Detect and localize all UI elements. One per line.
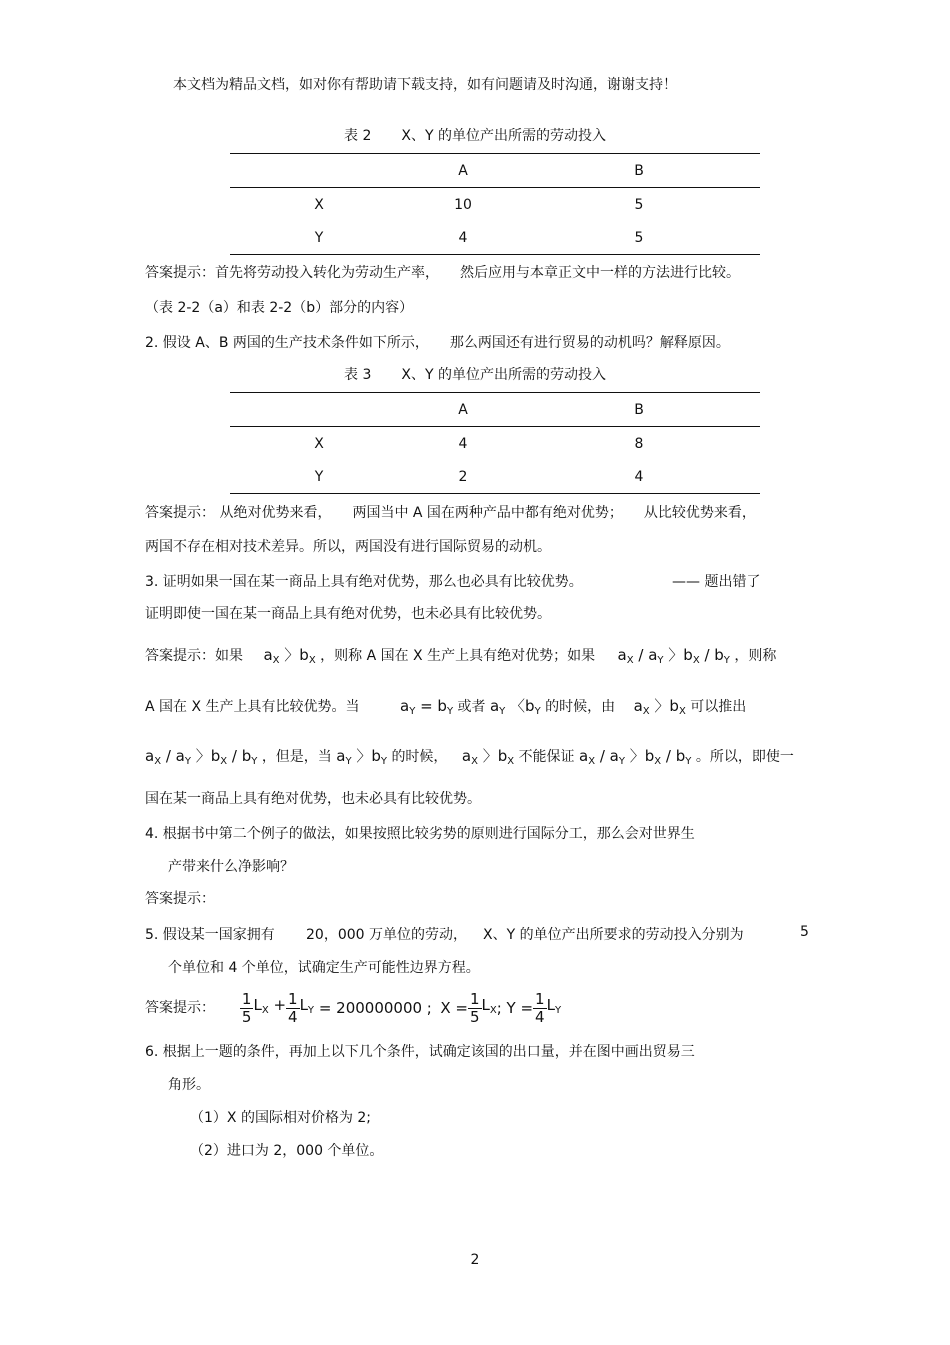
- answer3-cannot: 不能保证: [518, 749, 575, 765]
- answer3-mid2: ，则称: [734, 648, 777, 664]
- fraction-denominator: 5: [469, 1007, 480, 1026]
- formula-ratio-compare-2: $a_X / a_Y$ 〉$b_X / b_Y$: [145, 747, 258, 767]
- formula-ax-gt-bx-3: $a_X$ 〉$b_X$: [461, 747, 515, 767]
- table3-header-b: B: [518, 393, 760, 427]
- table2-header-b: B: [518, 154, 760, 188]
- symbol-ly: $L_Y$: [299, 996, 315, 1016]
- answer1-line1: 答案提示：首先将劳动投入转化为劳动生产率， 然后应用与本章正文中一样的方法进行比较。: [145, 265, 740, 281]
- formula-ay-lt-by: $a_Y$ 〈$b_Y$: [489, 697, 541, 717]
- formula-y-lhs: ; Y =: [496, 999, 534, 1017]
- table3-cell-a: 2: [408, 460, 518, 494]
- table2-cell-a: 4: [408, 221, 518, 255]
- table2-row-label: Y: [230, 221, 408, 255]
- table-row: [230, 188, 760, 222]
- answer3-but: ，但是，当: [261, 749, 332, 765]
- formula-x-lhs: X =: [440, 999, 468, 1017]
- answer3-p2-prefix: A 国在 X 生产上具有比较优势。当: [145, 699, 360, 715]
- formula-ay-eq-by: $a_Y = b_Y$: [399, 697, 454, 717]
- question4-line2: 产带来什么净影响？: [168, 859, 294, 875]
- table2-cell-b: 5: [634, 196, 644, 213]
- table3: [230, 392, 760, 494]
- page-header: 本文档为精品文档，如对你有帮助请下载支持，如有问题请及时沟通，谢谢支持！: [173, 77, 677, 93]
- symbol-lx-2: $L_X$: [481, 996, 497, 1016]
- fraction-one-fourth: [286, 991, 300, 1026]
- table3-row-label: Y: [230, 460, 408, 494]
- answer2-line2: 两国不存在相对技术差异。所以，两国没有进行国际贸易的动机。: [145, 539, 551, 555]
- table3-caption: [0, 364, 950, 384]
- table3-caption-text: X、Y 的单位产出所需的劳动投入: [401, 367, 606, 383]
- page-number: 2: [470, 1252, 480, 1268]
- answer3-line3: [145, 745, 794, 767]
- table-row: [230, 221, 760, 255]
- question5-part-b: 20，000 万单位的劳动，: [306, 927, 467, 943]
- answer3-or: 或者: [457, 699, 486, 715]
- table3-cell-b: 8: [634, 435, 644, 452]
- answer3-can: 可以推出: [690, 699, 747, 715]
- table3-row-label: X: [314, 435, 324, 452]
- question2: 2. 假设 A、B 两国的生产技术条件如下所示， 那么两国还有进行贸易的动机吗？解释原因。: [145, 335, 730, 351]
- table2-caption-text: X、Y 的单位产出所需的劳动投入: [401, 128, 606, 144]
- fraction-numerator: 1: [288, 989, 298, 1008]
- question6-line1: 6. 根据上一题的条件，再加上以下几个条件，试确定该国的出口量，并在图中画出贸易三: [145, 1044, 695, 1060]
- answer3-prefix: 答案提示：如果: [145, 648, 243, 664]
- table2-header-a: A: [408, 154, 518, 188]
- table-row: [230, 460, 760, 494]
- question4-line1: 4. 根据书中第二个例子的做法，如果按照比较劣势的原则进行国际分工，那么会对世界生: [145, 826, 695, 842]
- table2-row-label: X: [314, 196, 324, 213]
- question3-note: —— 题出错了: [672, 574, 761, 590]
- table2-header-empty: [230, 154, 408, 188]
- table2-caption-number: 表 2: [344, 128, 372, 144]
- answer4: 答案提示：: [145, 891, 215, 907]
- table2-caption: [0, 125, 950, 145]
- question5-line2: 个单位和 4 个单位，试确定生产可能性边界方程。: [168, 960, 480, 976]
- question5-part-d: 5: [800, 924, 809, 940]
- answer3-when-2: 的时候，: [391, 749, 448, 765]
- answer1-line2: （表 2-2（a）和表 2-2（b）部分的内容）: [145, 300, 414, 316]
- answer3-when: 的时候，由: [545, 699, 616, 715]
- fraction-one-fifth-2: [468, 991, 482, 1026]
- answer3-mid1: ，则称 A 国在 X 生产上具有绝对优势；如果: [320, 648, 596, 664]
- answer3-end: 。所以，即使一: [695, 749, 794, 765]
- symbol-lx: $L_X$ +: [253, 996, 287, 1016]
- table3-header-empty: [230, 393, 408, 427]
- formula-ax-gt-bx: $a_X$ 〉$b_X$: [263, 646, 316, 666]
- answer3-line1: [145, 644, 776, 666]
- fraction-one-fourth-2: [533, 991, 547, 1026]
- formula-ay-gt-by: $a_Y$ 〉$b_Y$: [336, 747, 387, 767]
- table2: [230, 153, 760, 255]
- fraction-denominator: 4: [288, 1007, 298, 1026]
- table2-cell-b: 5: [518, 221, 760, 255]
- formula-ratio-compare: $a_X / a_Y$ 〉$b_X / b_Y$: [617, 646, 730, 666]
- fraction-denominator: 5: [241, 1007, 252, 1026]
- symbol-ly-2: $L_Y$: [546, 996, 562, 1016]
- answer3-line4: 国在某一商品上具有绝对优势，也未必具有比较优势。: [145, 791, 481, 807]
- table3-cell-a: 4: [458, 435, 468, 452]
- question5-part-a: 5. 假设某一国家拥有: [145, 927, 275, 943]
- fraction-numerator: 1: [469, 989, 480, 1008]
- answer5-prefix: 答案提示：: [145, 1000, 215, 1016]
- table3-header-a: A: [408, 393, 518, 427]
- answer5: [145, 985, 561, 1031]
- fraction-denominator: 4: [535, 1007, 545, 1026]
- answer3-line2: [145, 695, 746, 717]
- question6-item2: （2）进口为 2，000 个单位。: [190, 1143, 384, 1159]
- answer2-line1: 答案提示： 从绝对优势来看， 两国当中 A 国在两种产品中都有绝对优势； 从比较优势来看，: [145, 505, 756, 521]
- question6-line2: 角形。: [168, 1077, 210, 1093]
- formula-total-labor: = 200000000 ;: [318, 999, 432, 1017]
- question5-part-c: X、Y 的单位产出所要求的劳动投入分别为: [483, 927, 744, 943]
- question6-item1: （1）X 的国际相对价格为 2;: [190, 1110, 372, 1126]
- formula-ratio-compare-3: $a_X / a_Y$ 〉$b_X / b_Y$: [579, 747, 692, 767]
- table3-cell-b: 4: [518, 460, 760, 494]
- formula-ax-gt-bx-2: $a_X$ 〉$b_X$: [633, 697, 686, 717]
- table-row: [230, 427, 760, 461]
- table3-caption-number: 表 3: [344, 367, 372, 383]
- question3-line1: 3. 证明如果一国在某一商品上具有绝对优势，那么也必具有比较优势。: [145, 574, 583, 590]
- fraction-numerator: 1: [241, 989, 252, 1008]
- question3-line2: 证明即使一国在某一商品上具有绝对优势，也未必具有比较优势。: [145, 606, 551, 622]
- fraction-numerator: 1: [535, 989, 545, 1008]
- table2-cell-a: 10: [454, 196, 472, 213]
- fraction-one-fifth: [240, 991, 254, 1026]
